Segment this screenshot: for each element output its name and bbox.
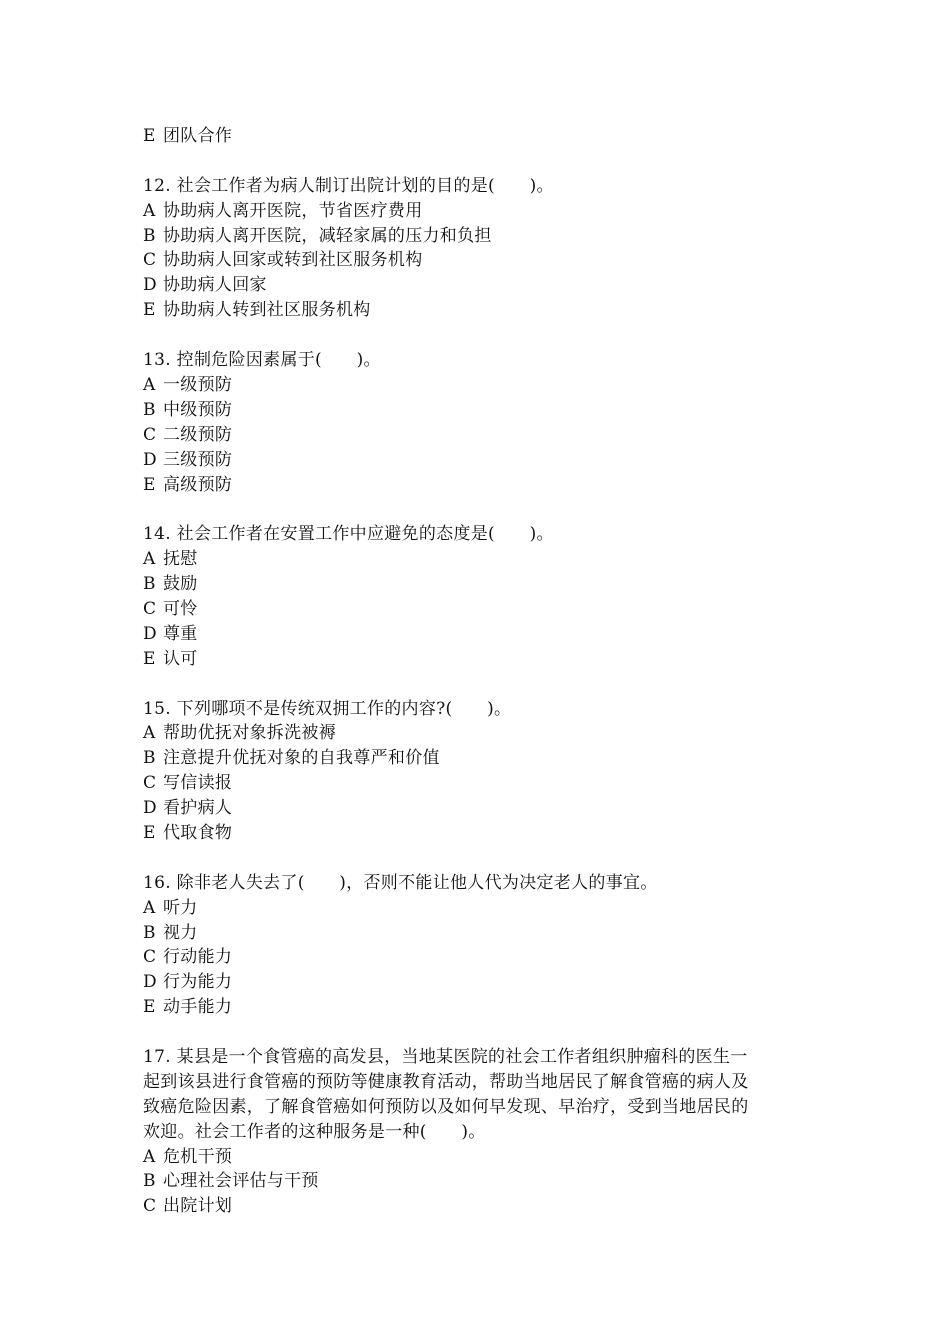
option-letter: E	[143, 997, 156, 1018]
option-line	[143, 995, 823, 1020]
option-letter: B	[143, 399, 156, 420]
option-letter: B	[143, 1171, 156, 1192]
option-line	[143, 921, 823, 946]
option-text: 鼓励	[163, 574, 198, 595]
option-line	[143, 945, 823, 970]
option-text: 视力	[163, 922, 198, 943]
option-text: 高级预防	[163, 474, 233, 495]
option-text: 听力	[163, 897, 198, 918]
option-text: 二级预防	[163, 424, 233, 445]
option-text: 看护病人	[163, 798, 233, 819]
option-letter: A	[143, 200, 156, 221]
option-text: 中级预防	[163, 399, 233, 420]
question-16	[143, 871, 823, 1020]
option-line	[143, 423, 823, 448]
option-letter: E	[143, 648, 156, 669]
option-line	[143, 572, 823, 597]
option-text: 协助病人回家	[163, 275, 267, 296]
exam-page	[143, 124, 823, 1219]
option-line	[143, 248, 823, 273]
option-line	[143, 1194, 823, 1219]
option-letter: C	[143, 598, 157, 619]
question-stem: 16. 除非老人失去了( )，否则不能让他人代为决定老人的事宜。	[143, 872, 658, 893]
option-line	[143, 647, 823, 672]
question-stem: 15. 下列哪项不是传统双拥工作的内容?( )。	[143, 698, 512, 719]
option-letter: B	[143, 574, 156, 595]
option-letter: A	[143, 549, 156, 570]
question-stem-line: 欢迎。社会工作者的这种服务是一种( )。	[143, 1121, 486, 1142]
option-line	[143, 298, 823, 323]
question-12	[143, 174, 823, 323]
option-letter: C	[143, 947, 157, 968]
option-text: 协助病人离开医院，节省医疗费用	[163, 200, 423, 221]
question-17	[143, 1045, 823, 1219]
option-line	[143, 448, 823, 473]
option-text: 代取食物	[163, 823, 233, 843]
option-letter: E	[143, 126, 156, 146]
option-text: 一级预防	[163, 374, 233, 395]
option-text: 行动能力	[163, 947, 233, 968]
question-14	[143, 522, 823, 671]
option-line	[143, 199, 823, 224]
option-text: 协助病人回家或转到社区服务机构	[163, 250, 423, 271]
option-line	[143, 597, 823, 622]
option-line	[143, 473, 823, 498]
option-letter: E	[143, 300, 156, 321]
option-letter: A	[143, 374, 156, 395]
option-text: 写信读报	[163, 773, 233, 794]
option-letter: A	[143, 1146, 156, 1167]
option-text: 帮助优抚对象拆洗被褥	[163, 723, 336, 744]
option-letter: A	[143, 723, 156, 744]
option-line	[143, 1169, 823, 1194]
option-line	[143, 970, 823, 995]
option-text: 出院计划	[163, 1196, 233, 1217]
option-line	[143, 821, 823, 846]
option-text: 注意提升优抚对象的自我尊严和价值	[163, 748, 440, 769]
option-line	[143, 796, 823, 821]
option-letter: D	[143, 623, 157, 644]
question-stem: 12. 社会工作者为病人制订出院计划的目的是( )。	[143, 175, 554, 196]
question-stem-line: 17. 某县是一个食管癌的高发县，当地某医院的社会工作者组织肿瘤科的医生一	[143, 1047, 748, 1068]
option-text: 三级预防	[163, 449, 233, 470]
option-text: 协助病人转到社区服务机构	[163, 300, 371, 321]
option-line	[143, 273, 823, 298]
option-letter: B	[143, 922, 156, 943]
option-line	[143, 746, 823, 771]
question-stem: 14. 社会工作者在安置工作中应避免的态度是( )。	[143, 524, 554, 545]
option-letter: D	[143, 972, 157, 993]
option-line	[143, 622, 823, 647]
question-stem: 13. 控制危险因素属于( )。	[143, 350, 381, 371]
option-text: 认可	[163, 648, 198, 669]
option-letter: C	[143, 250, 157, 271]
question-13	[143, 348, 823, 497]
option-line	[143, 771, 823, 796]
option-text: 动手能力	[163, 997, 233, 1018]
question-stem-line: 致癌危险因素，了解食管癌如何预防以及如何早发现、早治疗，受到当地居民的	[143, 1096, 749, 1117]
option-line	[143, 1145, 823, 1170]
option-text: 抚慰	[163, 549, 198, 570]
option-letter: C	[143, 773, 157, 794]
option-line	[143, 721, 823, 746]
option-text: 危机干预	[163, 1146, 233, 1167]
option-line	[143, 124, 823, 149]
option-line	[143, 224, 823, 249]
option-text: 行为能力	[163, 972, 233, 993]
option-letter: E	[143, 823, 156, 843]
option-text: 协助病人离开医院，减轻家属的压力和负担	[163, 225, 492, 246]
option-letter: C	[143, 424, 157, 445]
option-letter: B	[143, 225, 156, 246]
option-line	[143, 373, 823, 398]
option-letter: C	[143, 1196, 157, 1217]
option-line	[143, 398, 823, 423]
question-stem-line: 起到该县进行食管癌的预防等健康教育活动，帮助当地居民了解食管癌的病人及	[143, 1071, 749, 1092]
option-letter: B	[143, 748, 156, 769]
option-letter: A	[143, 897, 156, 918]
option-text: 心理社会评估与干预	[163, 1171, 319, 1192]
option-letter: D	[143, 275, 157, 296]
option-letter: E	[143, 474, 156, 495]
question-15	[143, 697, 823, 846]
option-text: 尊重	[163, 623, 198, 644]
option-text: 团队合作	[163, 126, 233, 146]
option-letter: D	[143, 798, 157, 819]
option-letter: D	[143, 449, 157, 470]
option-line	[143, 896, 823, 921]
option-text: 可怜	[163, 598, 198, 619]
option-line	[143, 547, 823, 572]
